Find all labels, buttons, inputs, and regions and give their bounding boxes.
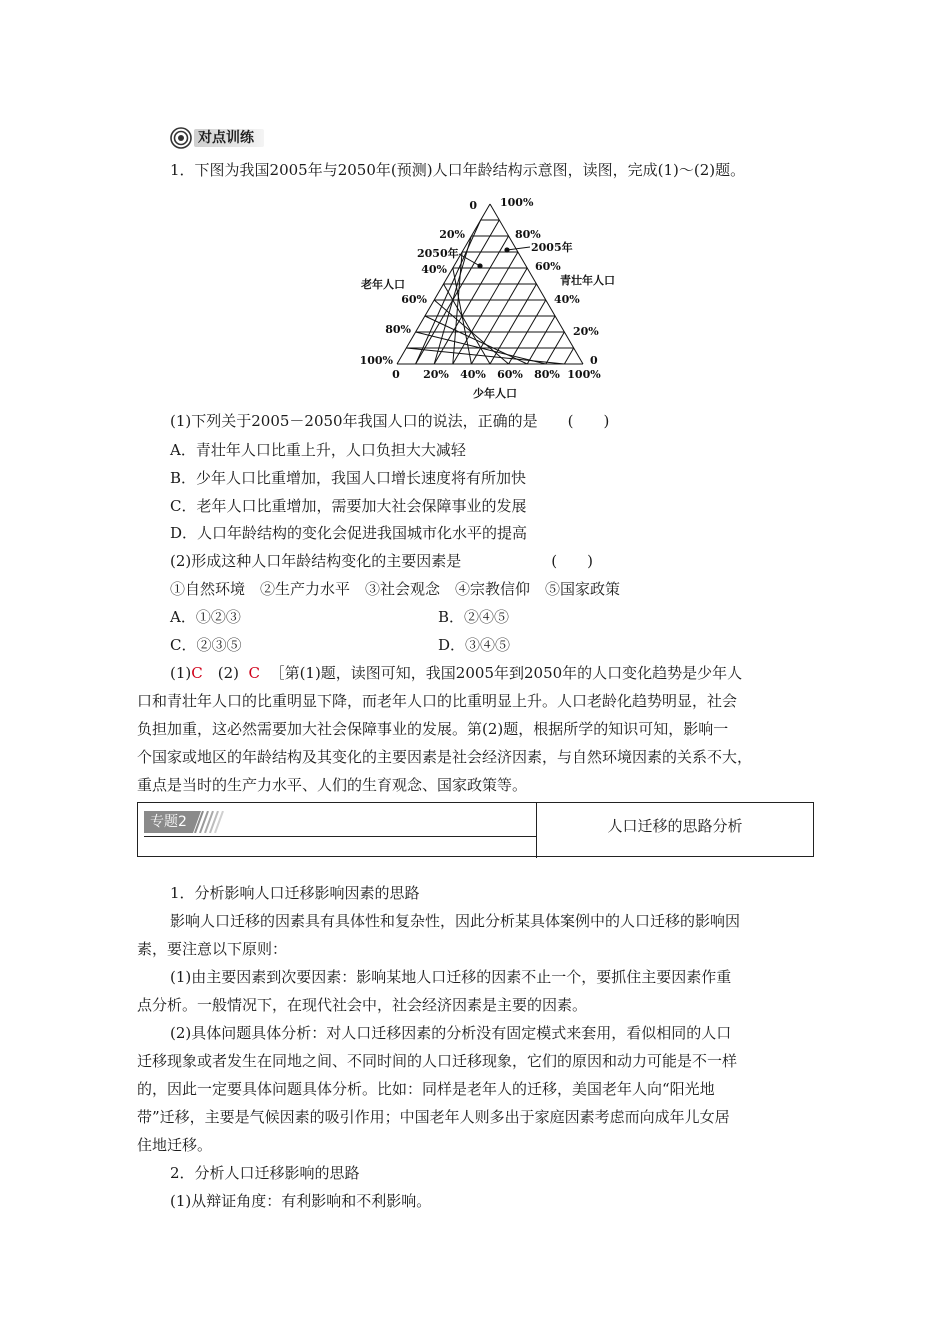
topic-tag (144, 811, 227, 833)
bottom-tick-40: 40% (460, 368, 486, 381)
bottom-tick-60: 60% (497, 368, 523, 381)
right-tick-40: 40% (554, 293, 580, 306)
grid-line-falling (564, 348, 573, 364)
paragraph-3-line-5: 住地迁移。 (137, 1136, 213, 1154)
option-2a: A．①②③ (170, 608, 241, 626)
right-tick-60: 60% (535, 260, 561, 273)
explanation-line-3: 负担加重，这必然需要加大社会保障事业的发展。第(2)题，根据所学的知识可知，影响一 (137, 720, 729, 738)
right-tick-20: 20% (573, 325, 599, 338)
right-tick-80: 80% (515, 228, 541, 241)
bottom-axis-label: 少年人口 (473, 387, 517, 400)
option-2b: B．②④⑤ (438, 608, 510, 626)
bottom-tick-0: 0 (392, 368, 400, 381)
left-tick-80: 80% (385, 323, 411, 336)
grid-line-rising (406, 348, 564, 364)
stripes-decoration-icon (193, 811, 227, 833)
bottom-tick-80: 80% (534, 368, 560, 381)
paragraph-1-line-1: 影响人口迁移的因素具有具体性和复杂性，因此分析某具体案例中的人口迁移的影响因 (170, 912, 741, 930)
question-1-stem: 1．下图为我国2005年与2050年(预测)人口年龄结构示意图，读图，完成(1)～(2)题。 (170, 161, 746, 179)
right-tick-100: 100% (500, 196, 534, 209)
explanation-start: ［第(1)题，读图可知，我国2005年到2050年的人口变化趋势是少年人 (269, 664, 743, 682)
point-2005-leader (507, 247, 530, 250)
right-axis-label: 青壮年人口 (560, 274, 615, 287)
sub-question-1-stem: (1)下列关于2005－2050年我国人口的说法，正确的是 ( ) (170, 412, 610, 430)
bottom-tick-20: 20% (423, 368, 449, 381)
left-tick-20: 20% (439, 228, 465, 241)
left-tick-100: 100% (359, 354, 393, 367)
left-tick-0: 0 (469, 199, 477, 212)
body-heading-1: 1．分析影响人口迁移影响因素的思路 (170, 884, 420, 902)
explanation-line-2: 口和青壮年人口的比重明显下降，而老年人口的比重明显上升。人口老龄化趋势明显，社会 (137, 692, 738, 710)
explanation-line-5: 重点是当时的生产力水平、人们的生育观念、国家政策等。 (137, 776, 528, 794)
bottom-tick-100: 100% (567, 368, 601, 381)
ternary-grid (397, 204, 583, 364)
answer-value-2: C (248, 664, 261, 682)
paragraph-2-line-1: (1)由主要因素到次要因素：影响某地人口迁移的因素不止一个，要抓住主要因素作重 (170, 968, 732, 986)
topic-header-box (137, 802, 814, 857)
section-badge (170, 128, 264, 148)
paragraph-3-line-2: 迁移现象或者发生在同地之间、不同时间的人口迁移现象，它们的原因和动力可能是不一样 (137, 1052, 738, 1070)
body-heading-2: 2．分析人口迁移影响的思路 (170, 1164, 360, 1182)
paragraph-4: (1)从辩证角度：有利影响和不利影响。 (170, 1192, 432, 1210)
option-2d: D．③④⑤ (438, 636, 511, 654)
left-tick-60: 60% (401, 293, 427, 306)
answer-label-2: (2) (202, 664, 239, 682)
topic-tag-label: 专题2 (144, 811, 193, 833)
left-axis-label: 老年人口 (361, 278, 405, 291)
ternary-diagram (355, 192, 645, 407)
option-1d: D．人口年龄结构的变化会促进我国城市化水平的提高 (170, 524, 528, 542)
grid-line-falling (453, 252, 518, 364)
point-2005-label: 2005年 (531, 241, 573, 254)
option-1a: A．青壮年人口比重上升，人口负担大大减轻 (170, 441, 466, 459)
grid-line-falling (527, 316, 555, 364)
topic-underline (144, 836, 536, 837)
answer-label-1: (1) (170, 664, 192, 682)
factor-list: ①自然环境 ②生产力水平 ③社会观念 ④宗教信仰 ⑤国家政策 (170, 580, 621, 598)
sub-question-2-stem: (2)形成这种人口年龄结构变化的主要因素是 ( ) (170, 552, 593, 570)
paragraph-2-line-2: 点分析。一般情况下，在现代社会中，社会经济因素是主要的因素。 (137, 996, 588, 1014)
answer-line-1 (170, 663, 742, 683)
explanation-line-4: 个国家或地区的年龄结构及其变化的主要因素是社会经济因素，与自然环境因素的关系不大， (137, 748, 753, 766)
paragraph-3-line-3: 的，因此一定要具体问题具体分析。比如：同样是老年人的迁移，美国老年人向“阳光地 (137, 1080, 715, 1098)
target-icon (170, 127, 192, 149)
answer-value-1: C (191, 664, 203, 682)
paragraph-1-line-2: 素，要注意以下原则： (137, 940, 288, 958)
section-badge-label: 对点训练 (194, 129, 264, 147)
paragraph-3-line-1: (2)具体问题具体分析：对人口迁移因素的分析没有固定模式来套用，看似相同的人口 (170, 1024, 732, 1042)
topic-title: 人口迁移的思路分析 (607, 817, 743, 835)
right-tick-0: 0 (590, 354, 598, 367)
paragraph-3-line-4: 带”迁移，主要是气候因素的吸引作用；中国老年人则多出于家庭因素考虑而向成年儿女居 (137, 1108, 730, 1126)
option-1c: C．老年人口比重增加，需要加大社会保障事业的发展 (170, 497, 527, 515)
left-tick-40: 40% (421, 263, 447, 276)
option-1b: B．少年人口比重增加，我国人口增长速度将有所加快 (170, 469, 527, 487)
option-2c: C．②③⑤ (170, 636, 242, 654)
point-2050-label: 2050年 (417, 247, 459, 260)
